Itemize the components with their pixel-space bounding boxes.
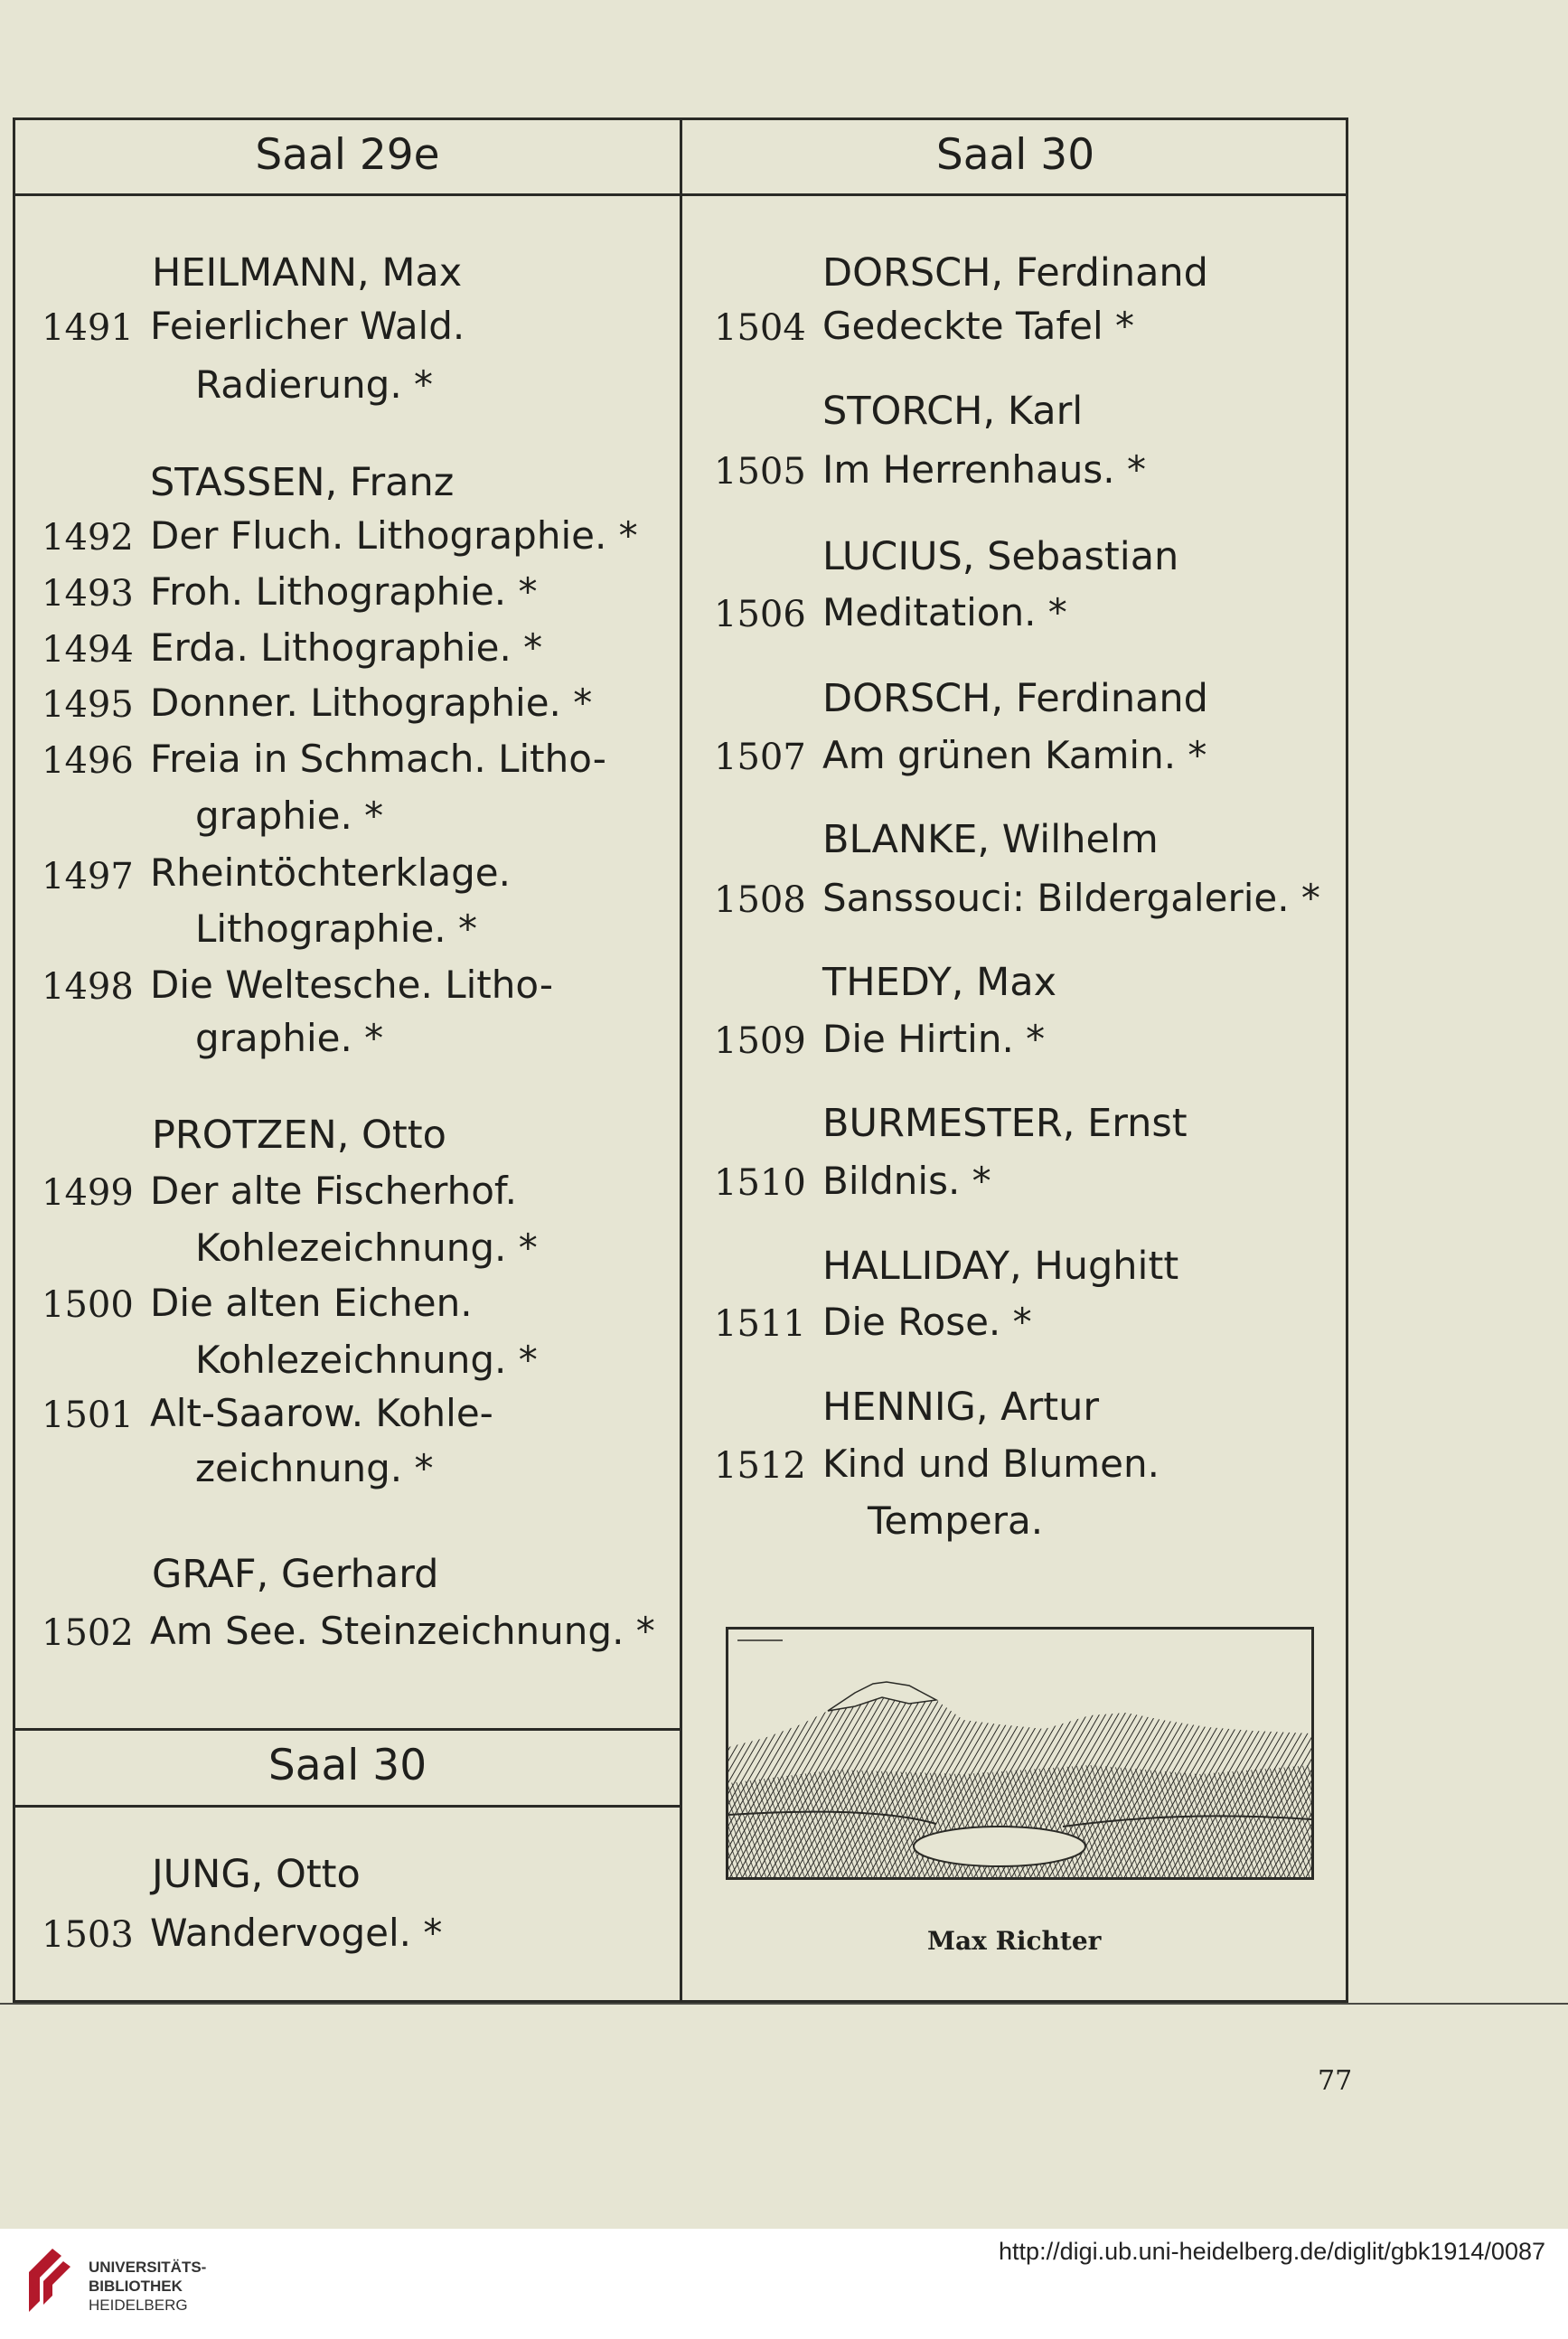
entry-number: 1495 — [42, 684, 134, 726]
entry-title: Die alten Eichen. — [150, 1281, 473, 1325]
entry-title: Die Weltesche. Litho- — [150, 963, 554, 1007]
entry-number: 1510 — [714, 1162, 806, 1204]
artist-name: HEILMANN, Max — [152, 250, 463, 296]
entry-number: 1493 — [42, 573, 134, 615]
entry-number: 1496 — [42, 740, 134, 782]
entry-title: Die Rose. * — [822, 1300, 1032, 1344]
artist-name: GRAF, Gerhard — [152, 1552, 439, 1597]
artist-name: THEDY, Max — [822, 960, 1057, 1005]
entry-title: Freia in Schmach. Litho- — [150, 737, 606, 781]
entry-number: 1511 — [714, 1303, 806, 1345]
entry-title-cont: Kohlezeichnung. * — [195, 1226, 538, 1270]
library-name-line: UNIVERSITÄTS- — [89, 2259, 207, 2276]
entry-number: 1499 — [42, 1172, 134, 1214]
entry-number: 1512 — [714, 1445, 806, 1487]
entry-title: Am See. Steinzeichnung. * — [150, 1609, 655, 1653]
entry-title-cont: graphie. * — [195, 1016, 384, 1060]
illustration-caption: Max Richter — [927, 1926, 1102, 1956]
source-url-link[interactable]: http://digi.ub.uni-heidelberg.de/diglit/gbk1914/0087 — [999, 2238, 1545, 2265]
library-logo-icon — [20, 2245, 76, 2317]
entry-title: Rheintöchterklage. — [150, 850, 511, 895]
entry-number: 1503 — [42, 1914, 134, 1956]
entry-title-cont: Tempera. — [868, 1498, 1044, 1543]
entry-title: Bildnis. * — [822, 1159, 991, 1203]
library-name-line: BIBLIOTHEK — [89, 2278, 183, 2295]
entry-title: Die Hirtin. * — [822, 1017, 1046, 1061]
entry-title: Alt-Saarow. Kohle- — [150, 1391, 493, 1435]
entry-title: Sanssouci: Bildergalerie. * — [822, 876, 1320, 920]
entry-title-cont: Radierung. * — [195, 362, 434, 407]
artist-name: PROTZEN, Otto — [152, 1113, 446, 1158]
entry-title: Donner. Lithographie. * — [150, 681, 593, 725]
header-saal-29e: Saal 29e — [255, 130, 440, 180]
entry-title: Der Fluch. Lithographie. * — [150, 513, 638, 558]
artist-name: STASSEN, Franz — [150, 460, 455, 505]
entry-title: Meditation. * — [822, 590, 1067, 634]
entry-title: Gedeckte Tafel * — [822, 304, 1135, 348]
column-divider — [680, 117, 682, 2003]
entry-number: 1498 — [42, 966, 134, 1008]
library-name-line: HEIDELBERG — [89, 2297, 188, 2314]
entry-number: 1507 — [714, 737, 806, 778]
artist-name: BLANKE, Wilhelm — [822, 817, 1159, 862]
entry-title-cont: Kohlezeichnung. * — [195, 1338, 538, 1382]
entry-number: 1501 — [42, 1395, 134, 1436]
artist-name: LUCIUS, Sebastian — [822, 534, 1179, 579]
header-rule-left — [13, 193, 680, 196]
entry-number: 1505 — [714, 451, 806, 493]
artist-name: HALLIDAY, Hughitt — [822, 1244, 1179, 1289]
entry-title: Der alte Fischerhof. — [150, 1169, 517, 1213]
entry-number: 1500 — [42, 1284, 134, 1326]
artist-name: DORSCH, Ferdinand — [822, 676, 1208, 721]
artist-name: DORSCH, Ferdinand — [822, 250, 1208, 296]
bottom-rule — [0, 2003, 1568, 2005]
header-saal-30-right: Saal 30 — [935, 130, 1095, 180]
entry-number: 1508 — [714, 879, 806, 921]
artist-name: JUNG, Otto — [152, 1852, 361, 1897]
entry-number: 1497 — [42, 856, 134, 897]
entry-title: Wandervogel. * — [150, 1911, 443, 1955]
artist-name: BURMESTER, Ernst — [822, 1101, 1188, 1146]
entry-title-cont: zeichnung. * — [195, 1446, 434, 1490]
section-rule-bottom — [13, 1805, 680, 1808]
entry-number: 1504 — [714, 307, 806, 349]
entry-title: Am grünen Kamin. * — [822, 733, 1207, 777]
landscape-illustration — [726, 1627, 1314, 1880]
entry-title: Kind und Blumen. — [822, 1442, 1160, 1486]
entry-number: 1502 — [42, 1612, 134, 1654]
artist-name: STORCH, Karl — [822, 389, 1084, 434]
entry-number: 1492 — [42, 517, 134, 559]
header-rule-right — [680, 193, 1348, 196]
entry-number: 1491 — [42, 307, 134, 349]
entry-number: 1506 — [714, 594, 806, 635]
entry-title: Feierlicher Wald. — [150, 304, 465, 348]
artist-name: HENNIG, Artur — [822, 1385, 1100, 1430]
entry-title: Froh. Lithographie. * — [150, 569, 538, 614]
page-number: 77 — [1318, 2065, 1353, 2097]
header-saal-30-left: Saal 30 — [268, 1741, 427, 1790]
entry-title: Erda. Lithographie. * — [150, 625, 543, 670]
entry-number: 1494 — [42, 629, 134, 671]
entry-title-cont: Lithographie. * — [195, 906, 478, 951]
entry-title: Im Herrenhaus. * — [822, 447, 1146, 492]
section-rule-top — [13, 1728, 680, 1731]
entry-title-cont: graphie. * — [195, 794, 384, 838]
entry-number: 1509 — [714, 1020, 806, 1062]
